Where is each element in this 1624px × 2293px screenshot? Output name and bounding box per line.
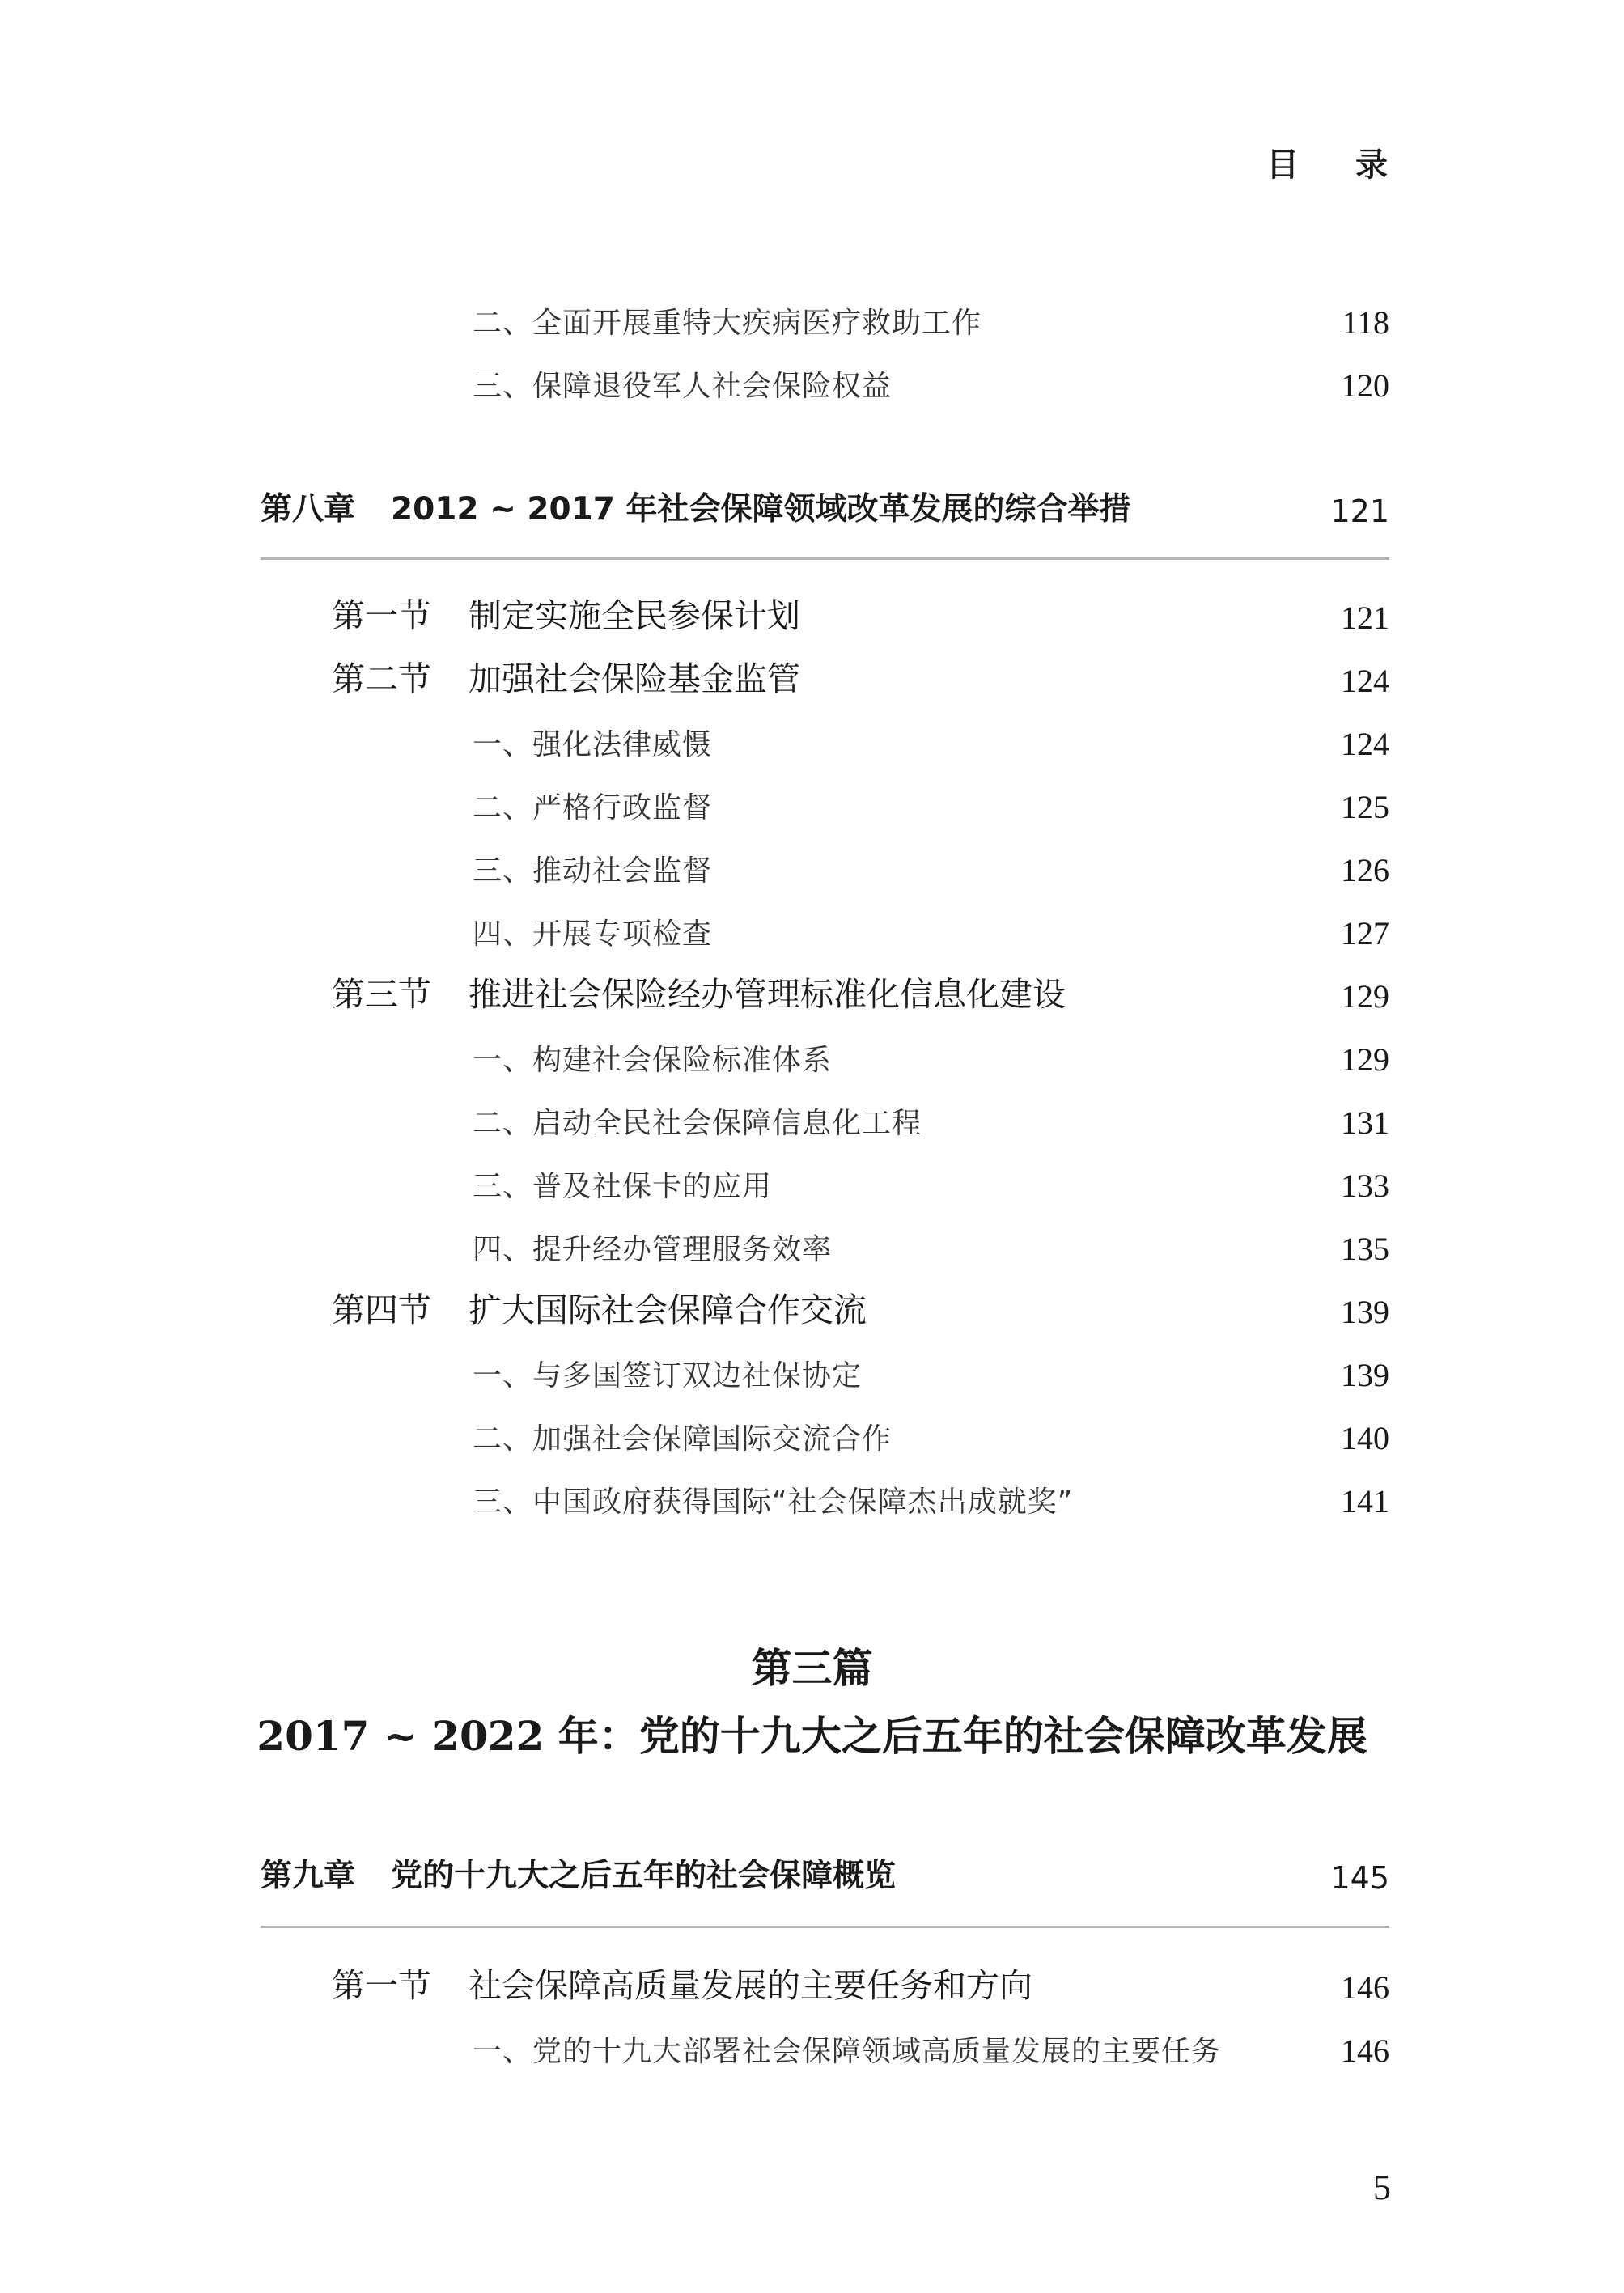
toc-item[interactable] [261,1354,1389,1402]
toc-page-number: 145 [1330,1860,1389,1896]
toc-item-label: 四、开展专项检查 [473,918,713,951]
toc-item[interactable] [261,1227,1389,1276]
page-folio: 5 [1373,2168,1391,2207]
toc-item-label: 二、严格行政监督 [473,791,713,824]
section-title: 制定实施全民参保计划 [469,596,800,635]
toc-chapter-9[interactable] [261,1855,1389,1904]
section-title: 社会保障高质量发展的主要任务和方向 [469,1966,1032,2005]
toc-item-label: 四、提升经办管理服务效率 [473,1233,833,1266]
toc-chapter-8[interactable] [261,489,1389,537]
toc-page-number: 124 [1341,663,1389,699]
toc-item[interactable] [261,1164,1389,1213]
toc-section[interactable] [261,596,1389,645]
toc-item-label: 三、中国政府获得国际“社会保障杰出成就奖” [473,1486,1074,1519]
toc-page-number: 127 [1341,915,1389,952]
toc-item-label: 二、加强社会保障国际交流合作 [473,1422,893,1456]
toc-page-number: 139 [1341,1294,1389,1330]
toc-page-number: 140 [1341,1420,1389,1456]
toc-page-number: 125 [1341,789,1389,825]
toc-section[interactable] [261,1291,1389,1339]
toc-item-label: 二、启动全民社会保障信息化工程 [473,1107,922,1140]
toc-item[interactable] [261,364,1389,413]
toc-page-number: 133 [1341,1168,1389,1204]
chapter-rule [261,1926,1389,1928]
toc-item-label: 三、推动社会监督 [473,854,713,888]
section-number: 第三节 [332,975,431,1014]
chapter-number: 第八章 [261,491,356,528]
toc-item-label: 一、与多国签订双边社保协定 [473,1359,863,1392]
toc-item[interactable] [261,1480,1389,1528]
toc-item[interactable] [261,1417,1389,1465]
chapter-title: 党的十九大之后五年的社会保障概览 [391,1858,897,1894]
toc-page-number: 118 [1342,304,1389,341]
toc-item[interactable] [261,2029,1389,2078]
toc-item[interactable] [261,723,1389,771]
toc-item-label: 三、普及社保卡的应用 [473,1170,773,1203]
section-number: 第二节 [332,659,431,698]
toc-section[interactable] [261,1966,1389,2015]
toc-section[interactable] [261,659,1389,708]
toc-page-number: 135 [1341,1231,1389,1267]
section-number: 第四节 [332,1291,431,1329]
section-number: 第一节 [332,596,431,635]
toc-page-number: 129 [1341,978,1389,1015]
section-title: 加强社会保险基金监管 [469,659,800,698]
toc-page-number: 121 [1341,600,1389,636]
toc-item[interactable] [261,1038,1389,1087]
toc-page-number: 120 [1341,367,1389,404]
section-title: 扩大国际社会保障合作交流 [469,1291,867,1329]
toc-page-number: 139 [1341,1357,1389,1393]
running-head: 目 录 [1266,146,1389,184]
toc-item[interactable] [261,1101,1389,1150]
toc-item[interactable] [261,301,1389,350]
chapter-rule [261,557,1389,560]
chapter-title: 2012 ~ 2017 年社会保障领域改革发展的综合举措 [391,491,1131,528]
toc-page-number: 129 [1341,1041,1389,1078]
part-title: 2017 ~ 2022 年：党的十九大之后五年的社会保障改革发展 [257,1712,1367,1760]
chapter-number: 第九章 [261,1858,356,1894]
toc-page-number: 121 [1330,494,1389,529]
toc-item-label: 一、党的十九大部署社会保障领域高质量发展的主要任务 [473,2035,1222,2068]
toc-item-label: 一、强化法律威慑 [473,728,713,761]
toc-item[interactable] [261,786,1389,834]
section-title: 推进社会保险经办管理标准化信息化建设 [469,975,1066,1014]
toc-page-number: 146 [1341,1969,1389,2006]
part-number: 第三篇 [751,1645,873,1692]
toc-item-label: 三、保障退役军人社会保险权益 [473,370,893,403]
toc-item[interactable] [261,849,1389,897]
section-number: 第一节 [332,1966,431,2005]
toc-item-label: 二、全面开展重特大疾病医疗救助工作 [473,307,982,340]
toc-item[interactable] [261,912,1389,960]
toc-page-number: 124 [1341,726,1389,762]
toc-section[interactable] [261,975,1389,1024]
toc-item-label: 一、构建社会保险标准体系 [473,1044,833,1077]
toc-page-number: 131 [1341,1104,1389,1141]
toc-page-number: 146 [1341,2032,1389,2069]
toc-page-number: 126 [1341,852,1389,888]
toc-page-number: 141 [1341,1483,1389,1519]
